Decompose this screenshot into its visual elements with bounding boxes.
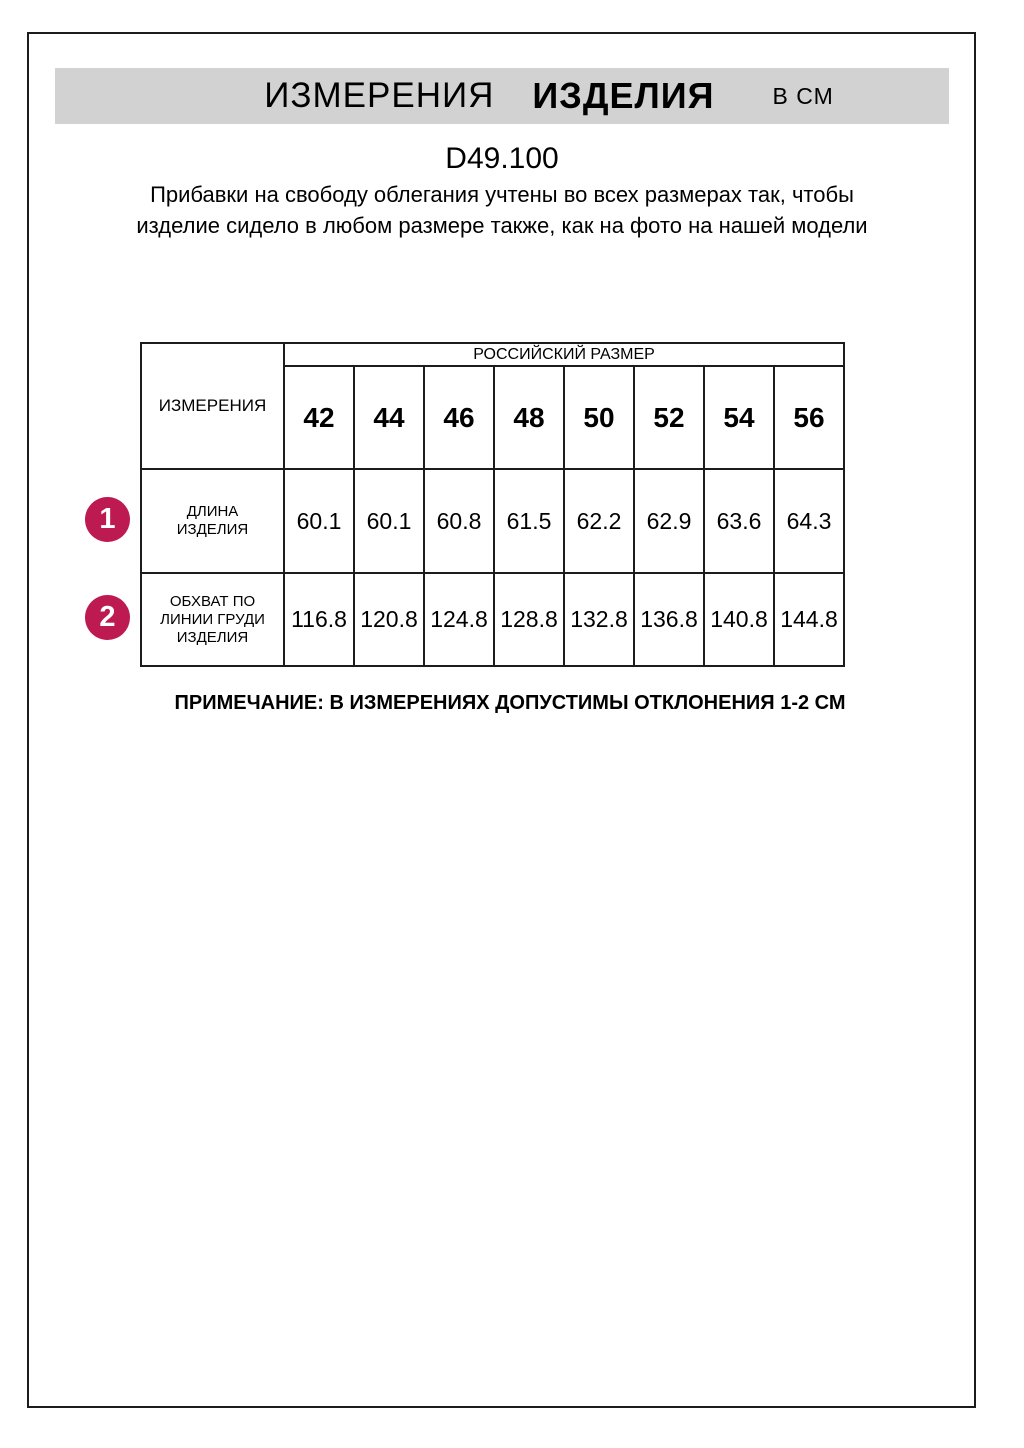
table-cell: 144.8 bbox=[774, 573, 844, 666]
table-cell: 63.6 bbox=[704, 469, 774, 573]
table-cell: 116.8 bbox=[284, 573, 354, 666]
size-header-cell: 52 bbox=[634, 366, 704, 469]
page-title-product: ИЗДЕЛИЯ bbox=[532, 75, 715, 116]
size-header-cell: 48 bbox=[494, 366, 564, 469]
table-header-row-group bbox=[141, 343, 844, 366]
size-header-cell: 50 bbox=[564, 366, 634, 469]
row-number-badge-2: 2 bbox=[85, 595, 130, 640]
russian-size-group-header: РОССИЙСКИЙ РАЗМЕР bbox=[284, 343, 844, 366]
table-row-chest bbox=[141, 573, 844, 666]
title-band bbox=[55, 68, 949, 124]
row-number-badge-1: 1 bbox=[85, 497, 130, 542]
table-row-length bbox=[141, 469, 844, 573]
table-cell: 136.8 bbox=[634, 573, 704, 666]
table-cell: 62.2 bbox=[564, 469, 634, 573]
size-table bbox=[140, 342, 845, 667]
size-header-cell: 44 bbox=[354, 366, 424, 469]
table-cell: 61.5 bbox=[494, 469, 564, 573]
model-code: D49.100 bbox=[445, 142, 559, 175]
table-cell: 60.1 bbox=[284, 469, 354, 573]
measurements-column-header: ИЗМЕРЕНИЯ bbox=[141, 343, 284, 469]
table-cell: 60.1 bbox=[354, 469, 424, 573]
page-title-units: В СМ bbox=[772, 82, 834, 109]
table-cell: 140.8 bbox=[704, 573, 774, 666]
table-cell: 120.8 bbox=[354, 573, 424, 666]
table-cell: 128.8 bbox=[494, 573, 564, 666]
tolerance-note: ПРИМЕЧАНИЕ: В ИЗМЕРЕНИЯХ ДОПУСТИМЫ ОТКЛОНЕНИЯ 1-2 СМ bbox=[174, 692, 846, 714]
row-label-chest: ОБХВАТ ПО ЛИНИИ ГРУДИ ИЗДЕЛИЯ bbox=[141, 573, 284, 666]
size-header-cell: 42 bbox=[284, 366, 354, 469]
table-cell: 132.8 bbox=[564, 573, 634, 666]
fit-description: Прибавки на свободу облегания учтены во всех размерах так, чтобы изделие сидело в любом размере также, как на фото на нашей модели bbox=[136, 182, 868, 238]
table-cell: 62.9 bbox=[634, 469, 704, 573]
table-cell: 64.3 bbox=[774, 469, 844, 573]
size-header-cell: 56 bbox=[774, 366, 844, 469]
row-label-length: ДЛИНА ИЗДЕЛИЯ bbox=[141, 469, 284, 573]
size-header-cell: 46 bbox=[424, 366, 494, 469]
table-cell: 60.8 bbox=[424, 469, 494, 573]
table-cell: 124.8 bbox=[424, 573, 494, 666]
page-title-measurements: ИЗМЕРЕНИЯ bbox=[264, 76, 495, 115]
size-header-cell: 54 bbox=[704, 366, 774, 469]
